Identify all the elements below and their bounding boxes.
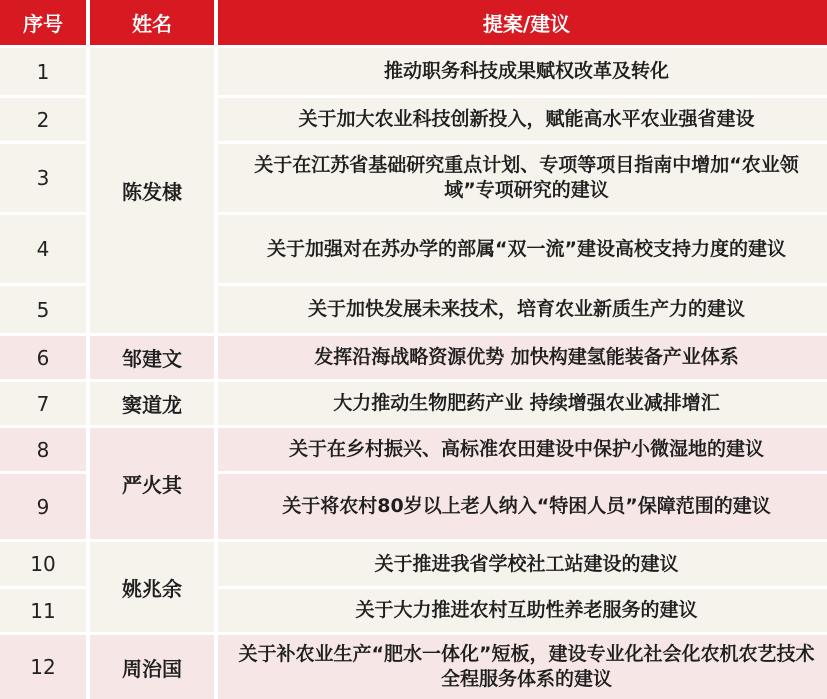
row-index: 1 — [0, 48, 86, 95]
proposal-text: 大力推动生物肥药产业 持续增强农业减排增汇 — [218, 382, 827, 425]
proposal-text: 关于在乡村振兴、高标准农田建设中保护小微湿地的建议 — [218, 428, 827, 471]
row-index: 2 — [0, 98, 86, 141]
proposal-text: 关于推进我省学校社工站建设的建议 — [218, 542, 827, 586]
member-name: 邹建文 — [90, 336, 214, 379]
member-name: 严火其 — [90, 428, 214, 539]
proposal-text: 关于加强对在苏办学的部属“双一流”建设高校支持力度的建议 — [218, 215, 827, 283]
row-index: 3 — [0, 144, 86, 212]
header-proposal: 提案/建议 — [218, 0, 827, 45]
row-index: 9 — [0, 474, 86, 539]
header-name: 姓名 — [90, 0, 214, 45]
row-index: 11 — [0, 589, 86, 632]
member-name: 周治国 — [90, 635, 214, 699]
proposal-text: 关于在江苏省基础研究重点计划、专项等项目指南中增加“农业领域”专项研究的建议 — [218, 144, 827, 212]
row-index: 7 — [0, 382, 86, 425]
proposal-text: 推动职务科技成果赋权改革及转化 — [218, 48, 827, 95]
member-name: 窦道龙 — [90, 382, 214, 425]
row-index: 12 — [0, 635, 86, 699]
member-name: 陈发棣 — [90, 48, 214, 333]
row-index: 4 — [0, 215, 86, 283]
row-index: 6 — [0, 336, 86, 379]
row-index: 5 — [0, 286, 86, 333]
row-index: 8 — [0, 428, 86, 471]
proposal-text: 发挥沿海战略资源优势 加快构建氢能装备产业体系 — [218, 336, 827, 379]
header-index: 序号 — [0, 0, 86, 45]
proposal-text: 关于加快发展未来技术，培育农业新质生产力的建议 — [218, 286, 827, 333]
proposal-text: 关于加大农业科技创新投入，赋能高水平农业强省建设 — [218, 98, 827, 141]
member-name: 姚兆余 — [90, 542, 214, 632]
proposal-text: 关于大力推进农村互助性养老服务的建议 — [218, 589, 827, 632]
row-index: 10 — [0, 542, 86, 586]
proposal-text: 关于将农村80岁以上老人纳入“特困人员”保障范围的建议 — [218, 474, 827, 539]
proposal-text: 关于补农业生产“肥水一体化”短板，建设专业化社会化农机农艺技术全程服务体系的建议 — [218, 635, 827, 699]
